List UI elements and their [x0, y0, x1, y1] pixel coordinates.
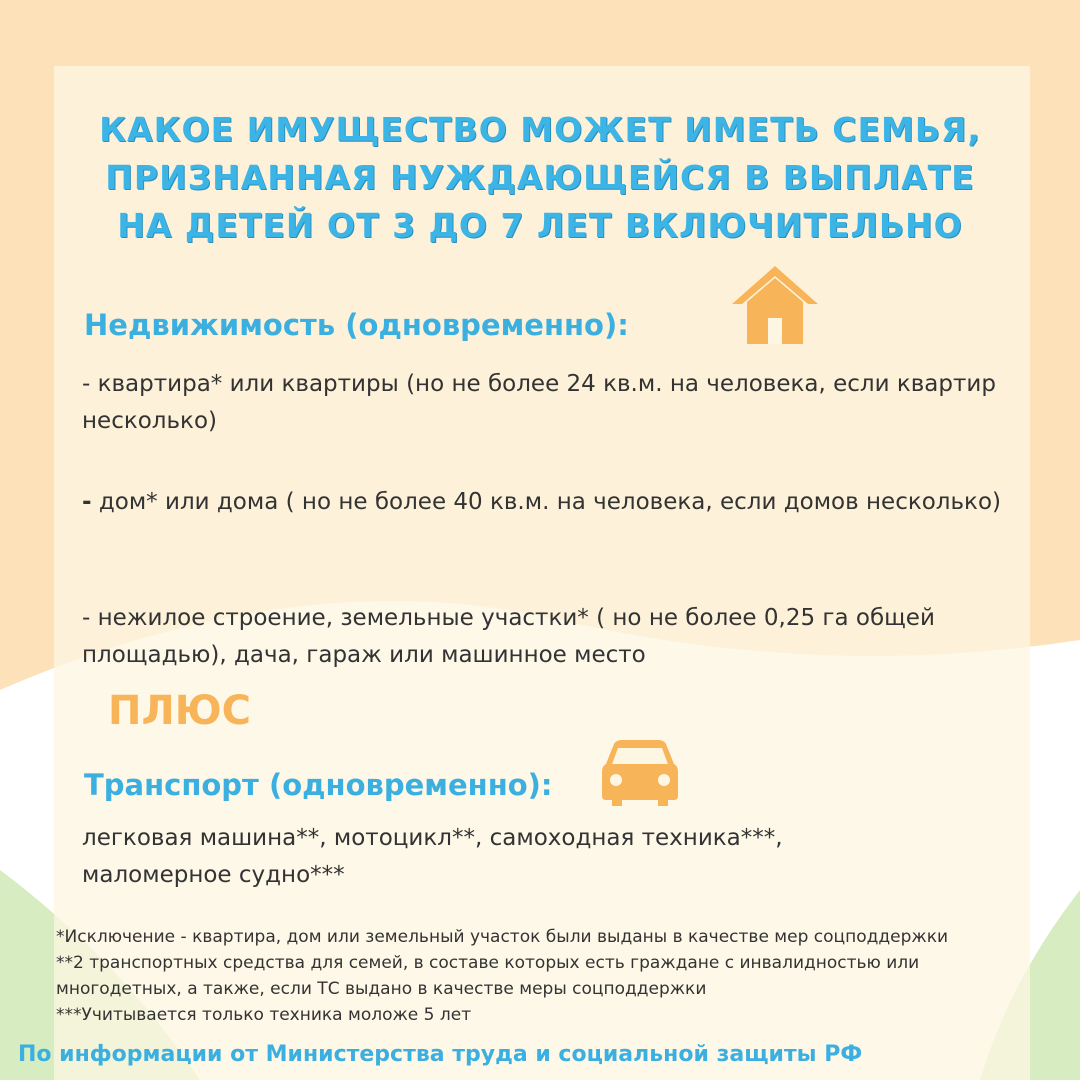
real-estate-heading: Недвижимость (одновременно):	[84, 308, 629, 342]
title-line: НА ДЕТЕЙ ОТ 3 ДО 7 ЛЕТ ВКЛЮЧИТЕЛЬНО	[117, 206, 963, 245]
title-line: КАКОЕ ИМУЩЕСТВО МОЖЕТ ИМЕТЬ СЕМЬЯ,	[99, 110, 981, 149]
title-line: ПРИЗНАННАЯ НУЖДАЮЩЕЙСЯ В ВЫПЛАТЕ	[105, 158, 975, 197]
real-estate-item-land: - нежилое строение, земельные участки* ( но не более 0,25 га общей площадью), дача, гараж или машинное место	[82, 605, 935, 668]
real-estate-item-house	[82, 484, 1012, 521]
footnote-1: *Исключение - квартира, дом или земельный участок были выданы в качестве мер соцподдержки	[56, 927, 949, 947]
plus-label: ПЛЮС	[108, 688, 252, 734]
transport-heading: Транспорт (одновременно):	[84, 768, 553, 802]
real-estate-item-apartment: - квартира* или квартиры (но не более 24 кв.м. на человека, если квартир несколько)	[82, 371, 996, 434]
footnote-3: ***Учитывается только техника моложе 5 лет	[56, 1005, 472, 1025]
bullet-dash: -	[82, 489, 92, 515]
source-footer: По информации от Министерства труда и социальной защиты РФ	[18, 1042, 863, 1067]
page-title	[60, 106, 1020, 250]
real-estate-item-house-text: дом* или дома ( но не более 40 кв.м. на человека, если домов несколько)	[91, 489, 1001, 515]
house-icon	[730, 262, 820, 346]
footnote-2: **2 транспортных средства для семей, в составе которых есть граждане с инвалидностью или многодетных, а также, если ТС выдано в качестве меры соцподдержки	[56, 953, 920, 999]
transport-text: легковая машина**, мотоцикл**, самоходная техника***, маломерное судно***	[82, 825, 783, 888]
car-icon	[600, 738, 680, 808]
footnotes	[56, 924, 1046, 1028]
